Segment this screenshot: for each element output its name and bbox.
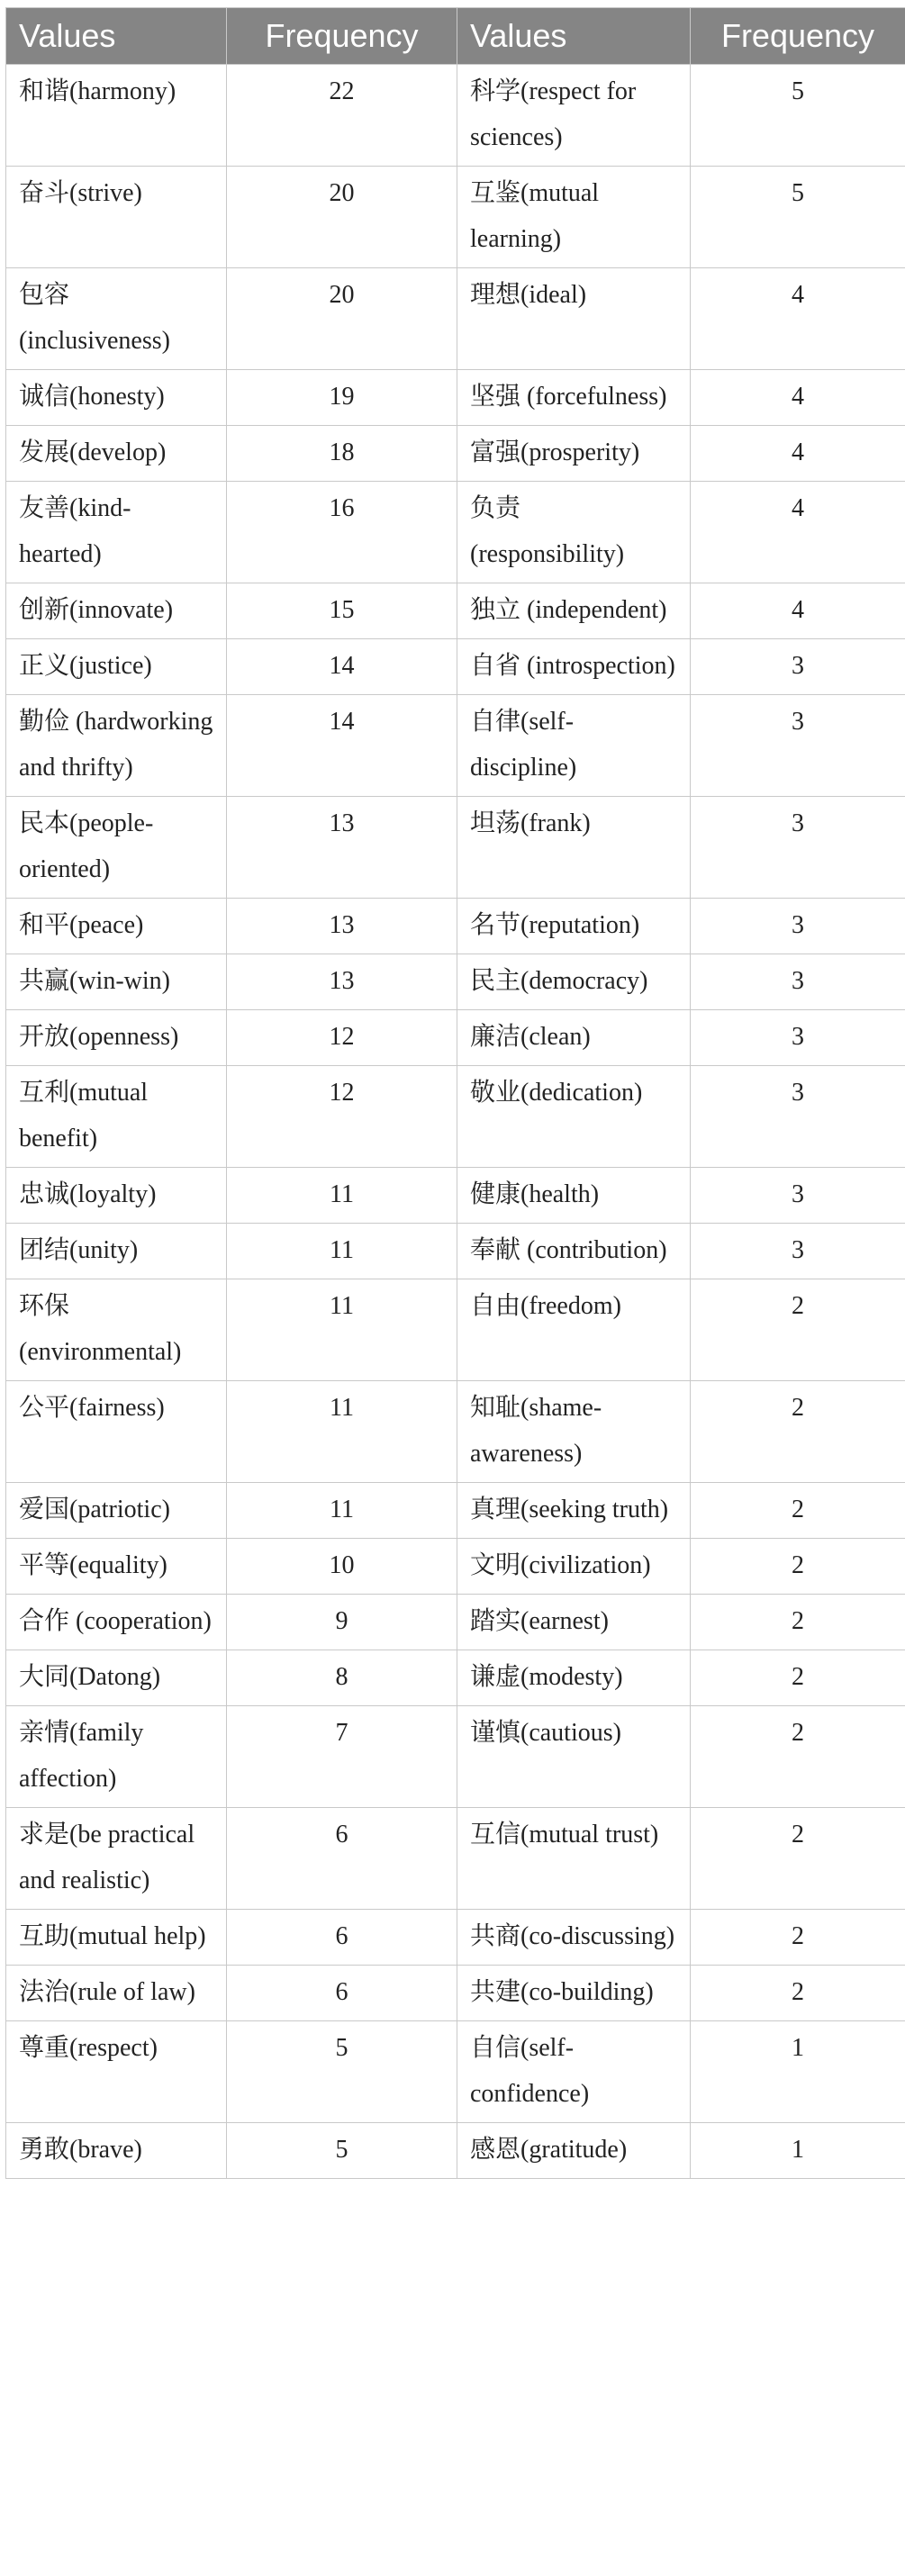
header-values: Values <box>6 8 227 65</box>
value-cell: 勇敢(brave) <box>6 2123 227 2179</box>
frequency-cell: 11 <box>227 1279 457 1381</box>
value-cell: 和平(peace) <box>6 899 227 954</box>
value-cell: 民主(democracy) <box>457 954 691 1010</box>
value-cell: 理想(ideal) <box>457 268 691 370</box>
table-row <box>6 583 905 639</box>
table-row <box>6 1910 905 1966</box>
table-row <box>6 370 905 426</box>
frequency-cell: 22 <box>227 65 457 167</box>
table-header <box>6 8 905 65</box>
table-row <box>6 797 905 899</box>
frequency-cell: 4 <box>691 268 905 370</box>
table-row <box>6 1168 905 1224</box>
frequency-cell: 18 <box>227 426 457 482</box>
frequency-cell: 2 <box>691 1483 905 1539</box>
value-cell: 自律(self-discipline) <box>457 695 691 797</box>
header-frequency: Frequency <box>691 8 905 65</box>
frequency-cell: 12 <box>227 1010 457 1066</box>
frequency-cell: 10 <box>227 1539 457 1595</box>
frequency-cell: 11 <box>227 1483 457 1539</box>
value-cell: 奉献 (contribution) <box>457 1224 691 1279</box>
value-cell: 民本(people-oriented) <box>6 797 227 899</box>
frequency-cell: 20 <box>227 167 457 268</box>
table-row <box>6 167 905 268</box>
value-cell: 知耻(shame-awareness) <box>457 1381 691 1483</box>
frequency-cell: 4 <box>691 370 905 426</box>
table-row <box>6 482 905 583</box>
frequency-cell: 6 <box>227 1966 457 2021</box>
frequency-cell: 1 <box>691 2123 905 2179</box>
value-cell: 独立 (independent) <box>457 583 691 639</box>
table-row <box>6 899 905 954</box>
frequency-cell: 13 <box>227 797 457 899</box>
frequency-cell: 2 <box>691 1910 905 1966</box>
value-cell: 坦荡(frank) <box>457 797 691 899</box>
table-row <box>6 1224 905 1279</box>
frequency-cell: 13 <box>227 899 457 954</box>
frequency-cell: 2 <box>691 1706 905 1808</box>
value-cell: 和谐(harmony) <box>6 65 227 167</box>
table-row <box>6 1706 905 1808</box>
frequency-cell: 6 <box>227 1808 457 1910</box>
frequency-cell: 2 <box>691 1808 905 1910</box>
value-cell: 互鉴(mutual learning) <box>457 167 691 268</box>
table-row <box>6 65 905 167</box>
frequency-cell: 3 <box>691 1168 905 1224</box>
frequency-cell: 2 <box>691 1595 905 1650</box>
value-cell: 自由(freedom) <box>457 1279 691 1381</box>
frequency-cell: 4 <box>691 583 905 639</box>
value-cell: 爱国(patriotic) <box>6 1483 227 1539</box>
frequency-cell: 3 <box>691 1010 905 1066</box>
table-row <box>6 2021 905 2123</box>
table-row <box>6 954 905 1010</box>
table-row <box>6 1483 905 1539</box>
table-row <box>6 1966 905 2021</box>
value-cell: 文明(civilization) <box>457 1539 691 1595</box>
value-cell: 友善(kind-hearted) <box>6 482 227 583</box>
value-cell: 共赢(win-win) <box>6 954 227 1010</box>
frequency-cell: 3 <box>691 695 905 797</box>
table-body <box>6 65 905 2179</box>
frequency-cell: 12 <box>227 1066 457 1168</box>
frequency-cell: 3 <box>691 639 905 695</box>
value-cell: 诚信(honesty) <box>6 370 227 426</box>
frequency-cell: 5 <box>691 65 905 167</box>
frequency-cell: 3 <box>691 954 905 1010</box>
frequency-cell: 5 <box>227 2021 457 2123</box>
frequency-cell: 4 <box>691 482 905 583</box>
header-row <box>6 8 905 65</box>
value-cell: 创新(innovate) <box>6 583 227 639</box>
frequency-cell: 5 <box>227 2123 457 2179</box>
value-cell: 尊重(respect) <box>6 2021 227 2123</box>
frequency-cell: 6 <box>227 1910 457 1966</box>
frequency-cell: 5 <box>691 167 905 268</box>
value-cell: 勤俭 (hardworking and thrifty) <box>6 695 227 797</box>
frequency-cell: 14 <box>227 639 457 695</box>
value-cell: 坚强 (forcefulness) <box>457 370 691 426</box>
value-cell: 健康(health) <box>457 1168 691 1224</box>
frequency-cell: 2 <box>691 1966 905 2021</box>
value-cell: 科学(respect for sciences) <box>457 65 691 167</box>
frequency-cell: 11 <box>227 1381 457 1483</box>
value-cell: 开放(openness) <box>6 1010 227 1066</box>
frequency-cell: 15 <box>227 583 457 639</box>
value-cell: 环保 (environmental) <box>6 1279 227 1381</box>
frequency-cell: 2 <box>691 1539 905 1595</box>
table-row <box>6 426 905 482</box>
frequency-cell: 9 <box>227 1595 457 1650</box>
table-row <box>6 1279 905 1381</box>
frequency-cell: 20 <box>227 268 457 370</box>
frequency-cell: 11 <box>227 1168 457 1224</box>
frequency-cell: 13 <box>227 954 457 1010</box>
value-cell: 求是(be practical and realistic) <box>6 1808 227 1910</box>
value-cell: 廉洁(clean) <box>457 1010 691 1066</box>
frequency-cell: 7 <box>227 1706 457 1808</box>
frequency-cell: 3 <box>691 797 905 899</box>
header-frequency: Frequency <box>227 8 457 65</box>
table-row <box>6 268 905 370</box>
value-cell: 包容 (inclusiveness) <box>6 268 227 370</box>
frequency-cell: 19 <box>227 370 457 426</box>
frequency-cell: 1 <box>691 2021 905 2123</box>
value-cell: 互利(mutual benefit) <box>6 1066 227 1168</box>
value-cell: 公平(fairness) <box>6 1381 227 1483</box>
table-row <box>6 2123 905 2179</box>
frequency-cell: 3 <box>691 1224 905 1279</box>
table-row <box>6 1595 905 1650</box>
value-cell: 合作 (cooperation) <box>6 1595 227 1650</box>
frequency-cell: 2 <box>691 1650 905 1706</box>
value-cell: 发展(develop) <box>6 426 227 482</box>
table-row <box>6 695 905 797</box>
value-cell: 共商(co-discussing) <box>457 1910 691 1966</box>
frequency-cell: 4 <box>691 426 905 482</box>
value-cell: 敬业(dedication) <box>457 1066 691 1168</box>
table-row <box>6 1650 905 1706</box>
value-cell: 自省 (introspection) <box>457 639 691 695</box>
value-cell: 互信(mutual trust) <box>457 1808 691 1910</box>
value-cell: 真理(seeking truth) <box>457 1483 691 1539</box>
value-cell: 奋斗(strive) <box>6 167 227 268</box>
value-cell: 感恩(gratitude) <box>457 2123 691 2179</box>
value-cell: 互助(mutual help) <box>6 1910 227 1966</box>
frequency-cell: 2 <box>691 1381 905 1483</box>
table-row <box>6 1066 905 1168</box>
value-cell: 法治(rule of law) <box>6 1966 227 2021</box>
value-cell: 正义(justice) <box>6 639 227 695</box>
value-cell: 亲情(family affection) <box>6 1706 227 1808</box>
value-cell: 名节(reputation) <box>457 899 691 954</box>
table-row <box>6 1539 905 1595</box>
header-values: Values <box>457 8 691 65</box>
frequency-cell: 14 <box>227 695 457 797</box>
frequency-cell: 8 <box>227 1650 457 1706</box>
value-cell: 大同(Datong) <box>6 1650 227 1706</box>
value-cell: 平等(equality) <box>6 1539 227 1595</box>
frequency-cell: 3 <box>691 1066 905 1168</box>
value-cell: 负责 (responsibility) <box>457 482 691 583</box>
frequency-cell: 3 <box>691 899 905 954</box>
value-cell: 共建(co-building) <box>457 1966 691 2021</box>
table-row <box>6 1010 905 1066</box>
table-row <box>6 639 905 695</box>
value-cell: 踏实(earnest) <box>457 1595 691 1650</box>
table-row <box>6 1808 905 1910</box>
table-row <box>6 1381 905 1483</box>
value-cell: 自信(self-confidence) <box>457 2021 691 2123</box>
frequency-cell: 2 <box>691 1279 905 1381</box>
value-cell: 谨慎(cautious) <box>457 1706 691 1808</box>
value-cell: 团结(unity) <box>6 1224 227 1279</box>
values-frequency-table <box>5 7 905 2179</box>
value-cell: 谦虚(modesty) <box>457 1650 691 1706</box>
value-cell: 富强(prosperity) <box>457 426 691 482</box>
frequency-cell: 16 <box>227 482 457 583</box>
frequency-cell: 11 <box>227 1224 457 1279</box>
value-cell: 忠诚(loyalty) <box>6 1168 227 1224</box>
